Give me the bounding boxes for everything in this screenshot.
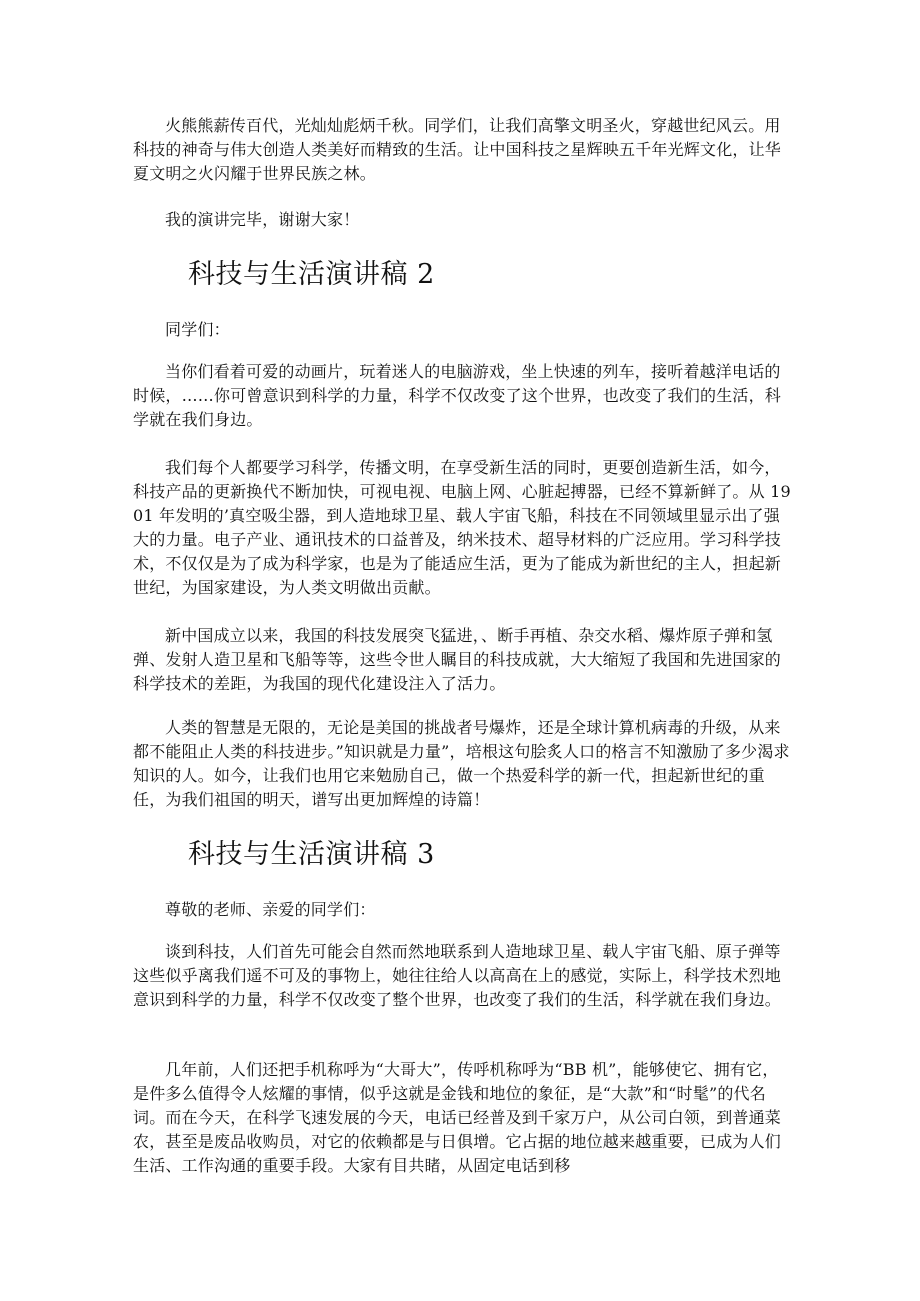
greeting-2: 同学们：: [165, 320, 230, 339]
paragraph-3-2: 几年前，人们还把手机称呼为“大哥大”，传呼机称呼为“BB 机”，能够使它、拥有它，是件多么值得令人炫耀的事情，似乎这就是金钱和地位的象征，是“大款”和“时髦”的代名词。而在今天，在科学飞速发展的今天，电话已经普及到千家万户，从公司白领，到普通菜农，甚至是废品收购员，对它的依赖都是与日俱增。它占据的地位越来越重要，已成为人们生活、工作沟通的重要手段。大家有目共睹，从固定电话到移: [133, 1060, 782, 1175]
section-title-2: 科技与生活演讲稿 2: [188, 259, 435, 290]
greeting-3: 尊敬的老师、亲爱的同学们：: [165, 900, 376, 919]
section-title-3: 科技与生活演讲稿 3: [188, 839, 435, 870]
closing-thanks: 我的演讲完毕，谢谢大家！: [165, 210, 360, 229]
paragraph-2-1: 当你们看着可爱的动画片，玩着迷人的电脑游戏，坐上快速的列车，接听着越洋电话的时候，……你可曾意识到科学的力量，科学不仅改变了这个世界，也改变了我们的生活，科学就在我们身边。: [133, 362, 782, 429]
paragraph-2-3: 新中国成立以来，我国的科技发展突飞猛进，、断手再植、杂交水稻、爆炸原子弹和氢弹、发射人造卫星和飞船等等，这些令世人瞩目的科技成就，大大缩短了我国和先进国家的科学技术的差距，为我国的现代化建设注入了活力。: [133, 626, 782, 693]
closing-paragraph: 火熊熊薪传百代，光灿灿彪炳千秋。同学们，让我们高擎文明圣火，穿越世纪风云。用科技的神奇与伟大创造人类美好而精致的生活。让中国科技之星辉映五千年光辉文化，让华夏文明之火闪耀于世界民族之林。: [133, 116, 782, 183]
paragraph-2-2: 我们每个人都要学习科学，传播文明，在享受新生活的同时，更要创造新生活，如今，科技产品的更新换代不断加快，可视电视、电脑上网、心脏起搏器，已经不算新鲜了。从 1901 年发明的’真空吸尘器，到人造地球卫星、载人宇宙飞船，科技在不同领域里显示出了强大的力量。电子产业、通讯技术的口益普及，纳米技术、超导材料的广泛应用。学习科学技术，不仅仅是为了成为科学家，也是为了能适应生活，更为了能成为新世纪的主人，担起新世纪，为国家建设，为人类文明做出贡献。: [133, 458, 791, 597]
paragraph-2-4: 人类的智慧是无限的，无论是美国的挑战者号爆炸，还是全球计算机病毒的升级，从来都不能阻止人类的科技进步。”知识就是力量”，培根这句脍炙人口的格言不知激励了多少渴求知识的人。如今，让我们也用它来勉励自己，做一个热爱科学的新一代，担起新世纪的重任，为我们祖国的明天，谱写出更加辉煌的诗篇！: [133, 718, 790, 809]
paragraph-3-1: 谈到科技，人们首先可能会自然而然地联系到人造地球卫星、载人宇宙飞船、原子弹等这些似乎离我们遥不可及的事物上，她往往给人以高高在上的感觉，实际上，科学技术烈地意识到科学的力量，科学不仅改变了整个世界，也改变了我们的生活，科学就在我们身边。: [133, 942, 782, 1009]
